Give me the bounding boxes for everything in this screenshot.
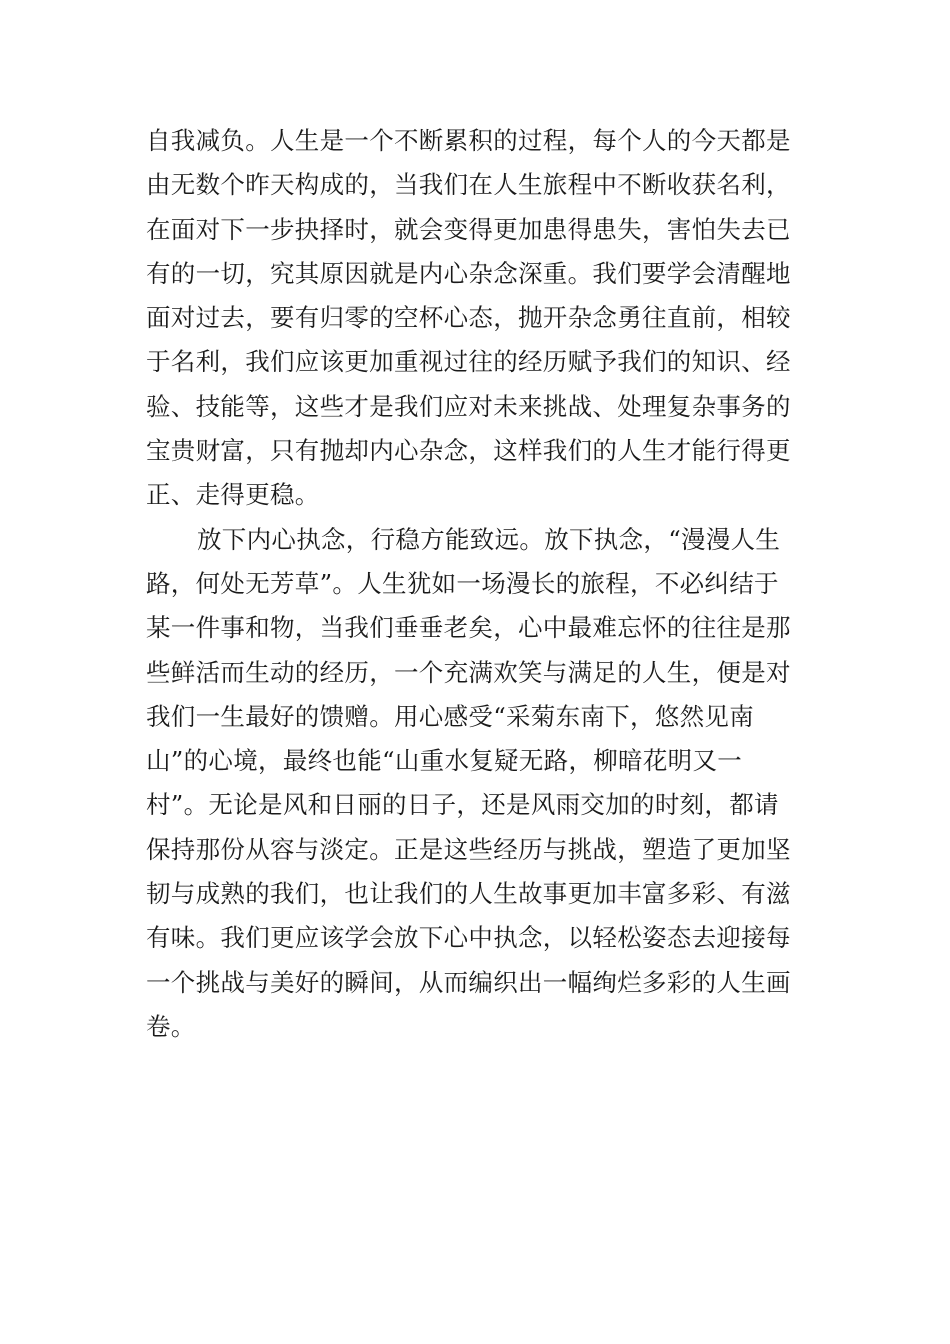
text-line: 有的一切，究其原因就是内心杂念深重。我们要学会清醒地 <box>146 258 791 288</box>
text-line: 正、走得更稳。 <box>146 480 320 510</box>
document-body <box>146 119 808 1049</box>
text-line: 卷。 <box>146 1011 196 1041</box>
text-line: 山”的心境，最终也能“山重水复疑无路，柳暗花明又一 <box>146 746 743 776</box>
text-line: 路，何处无芳草”。人生犹如一场漫长的旅程，不必纠结于 <box>146 568 779 598</box>
paragraph-1 <box>146 119 808 518</box>
text-line: 有味。我们更应该学会放下心中执念，以轻松姿态去迎接每 <box>146 923 791 953</box>
text-line: 宝贵财富，只有抛却内心杂念，这样我们的人生才能行得更 <box>146 436 791 466</box>
text-line: 些鲜活而生动的经历，一个充满欢笑与满足的人生，便是对 <box>146 657 791 687</box>
text-line: 面对过去，要有归零的空杯心态，抛开杂念勇往直前，相较 <box>146 303 791 333</box>
text-line: 由无数个昨天构成的，当我们在人生旅程中不断收获名利， <box>146 170 791 200</box>
text-line: 保持那份从容与淡定。正是这些经历与挑战，塑造了更加坚 <box>146 834 791 864</box>
text-line: 一个挑战与美好的瞬间，从而编织出一幅绚烂多彩的人生画 <box>146 967 791 997</box>
text-line: 于名利，我们应该更加重视过往的经历赋予我们的知识、经 <box>146 347 791 377</box>
text-line: 某一件事和物，当我们垂垂老矣，心中最难忘怀的往往是那 <box>146 613 791 643</box>
text-line-indented: 放下内心执念，行稳方能致远。放下执念，“漫漫人生 <box>197 524 781 554</box>
text-line: 自我减负。人生是一个不断累积的过程，每个人的今天都是 <box>146 126 791 155</box>
text-line: 韧与成熟的我们，也让我们的人生故事更加丰富多彩、有滋 <box>146 879 791 909</box>
text-line: 村”。无论是风和日丽的日子，还是风雨交加的时刻，都请 <box>146 790 779 820</box>
text-line: 我们一生最好的馈赠。用心感受“采菊东南下，悠然见南 <box>146 701 755 731</box>
paragraph-2 <box>146 518 808 1050</box>
text-line: 在面对下一步抉择时，就会变得更加患得患失，害怕失去已 <box>146 214 791 244</box>
text-line: 验、技能等，这些才是我们应对未来挑战、处理复杂事务的 <box>146 391 791 421</box>
